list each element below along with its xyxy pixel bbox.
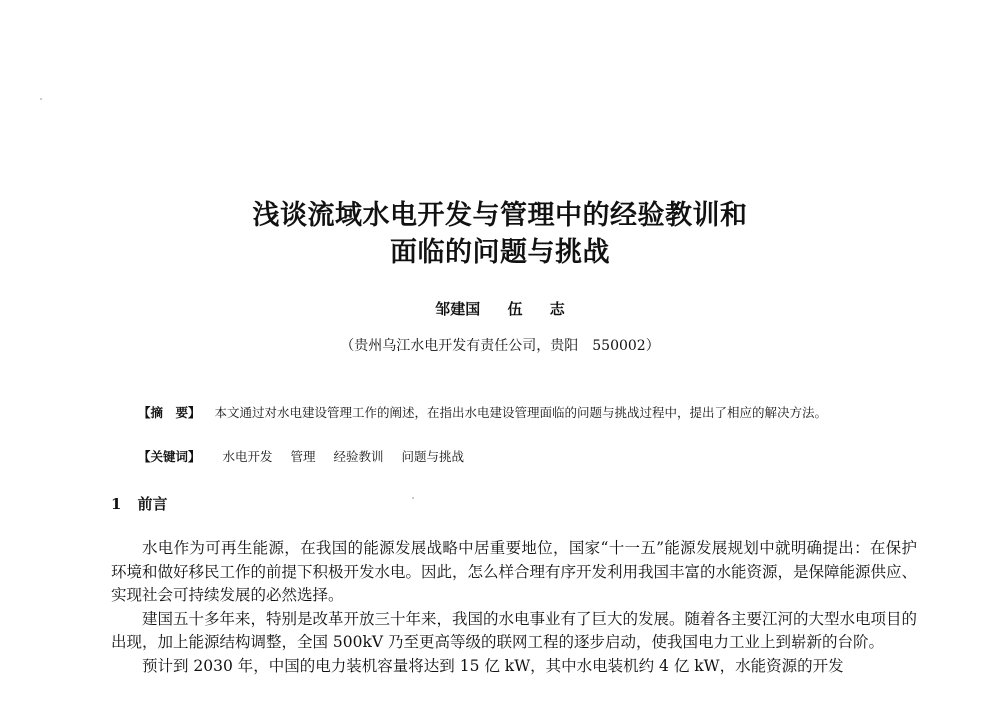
abstract	[138, 402, 878, 423]
paragraph: 预计到 2030 年，中国的电力装机容量将达到 15 亿 kW，其中水电装机约 4 亿 kW，水能资源的开发	[142, 656, 844, 675]
paragraph: 水电作为可再生能源，在我国的能源发展战略中居重要地位，国家“十一五”能源发展规划中就明确提出：在保护环境和做好移民工作的前提下积极开发水电。因此，怎么样合理有序开发利用我国丰富的水能资源，是保障能源供应、实现社会可持续发展的必然选择。	[111, 539, 918, 604]
keyword: 经验教训	[333, 449, 384, 464]
keywords-label: 【关键词】	[138, 449, 201, 464]
scan-speck	[40, 98, 42, 100]
author-name: 伍 志	[507, 300, 565, 318]
section-number: 1	[111, 495, 122, 513]
paragraph: 建国五十多年来，特别是改革开放三十年来，我国的水电事业有了巨大的发展。随着各主要江河的大型水电项目的出现，加上能源结构调整，全国 500kV 乃至更高等级的联网工程的逐步启动，使我国电力工业上到崭新的台阶。	[111, 609, 918, 651]
keyword: 问题与挑战	[401, 449, 465, 464]
section-title: 前言	[137, 495, 168, 513]
keyword: 水电开发	[222, 449, 273, 464]
abstract-text: 本文通过对水电建设管理工作的阐述，在指出水电建设管理面临的问题与挑战过程中，提出了相应的解决方法。	[214, 405, 828, 420]
author-list	[0, 298, 1000, 319]
body-text	[111, 537, 917, 678]
paper-title-line-2: 面临的问题与挑战	[390, 237, 610, 268]
keyword: 管理	[290, 449, 316, 464]
section-heading	[111, 493, 167, 514]
keywords	[138, 448, 878, 466]
abstract-label: 【摘 要】	[138, 405, 201, 420]
author-name: 邹建国	[435, 300, 481, 318]
paper-title-line-1: 浅谈流域水电开发与管理中的经验教训和	[252, 200, 748, 231]
author-affiliation: （贵州乌江水电开发有责任公司，贵阳 550002）	[340, 338, 660, 354]
scan-speck	[412, 497, 414, 499]
